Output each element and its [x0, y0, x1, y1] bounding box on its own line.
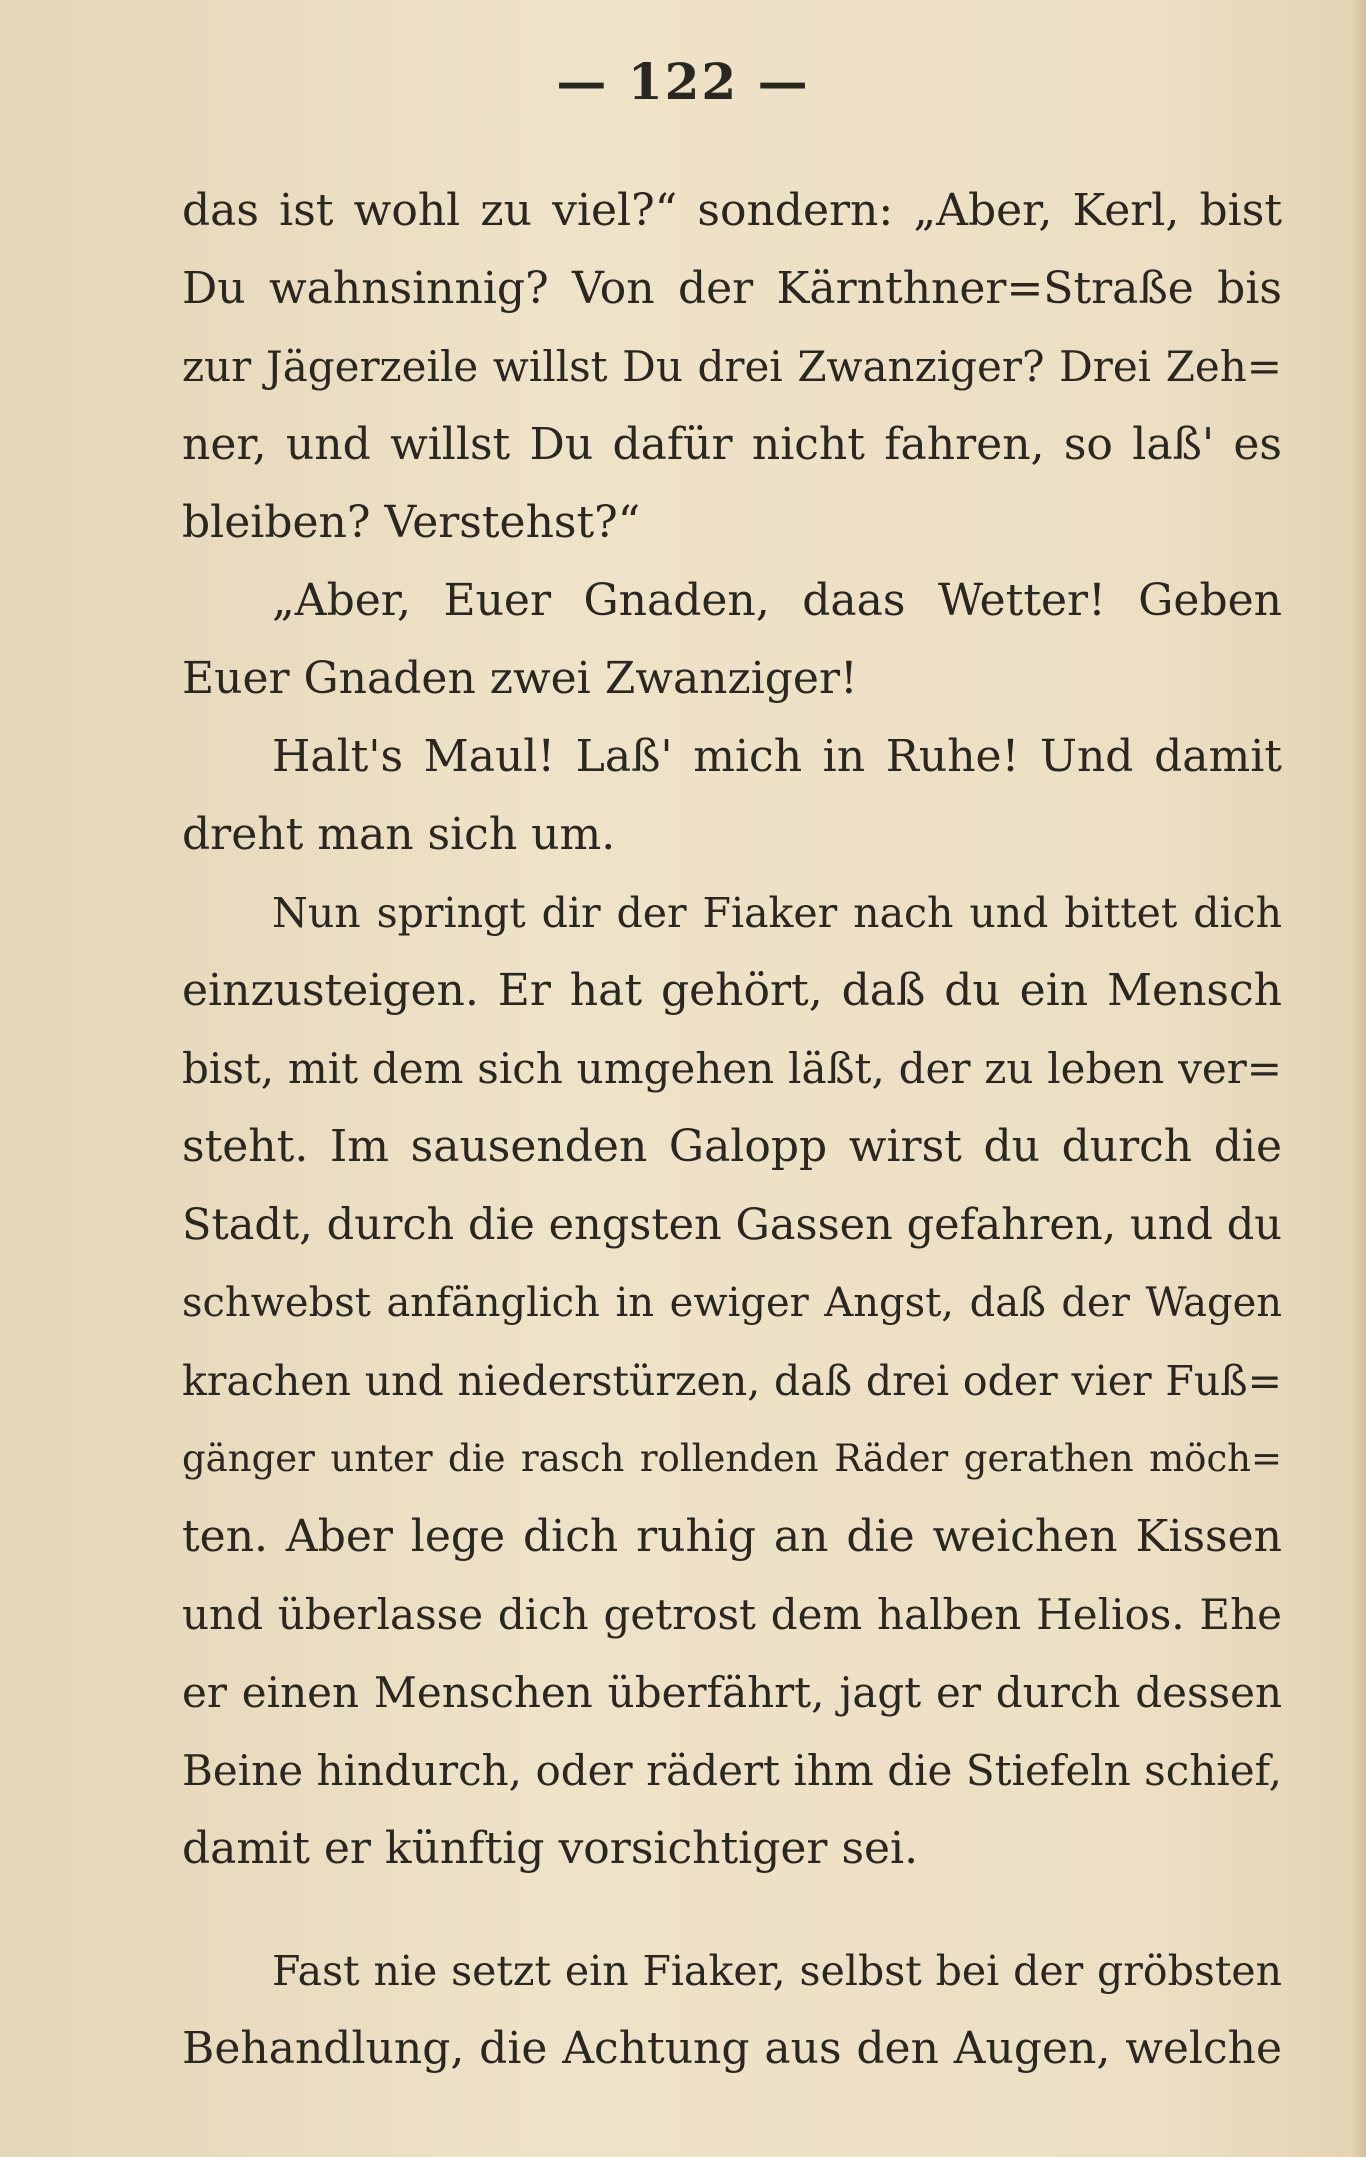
text-line: zur Jägerzeile willst Du drei Zwanziger? Drei Zeh= — [182, 342, 1282, 391]
text-line: das ist wohl zu viel?“ sondern: „Aber, Kerl, bist — [182, 185, 1282, 236]
text-line: Beine hindurch, oder rädert ihm die Stiefeln schief, — [182, 1746, 1282, 1795]
text-line: Nun springt dir der Fiaker nach und bittet dich — [272, 889, 1282, 937]
text-line: Fast nie setzt ein Fiaker, selbst bei der gröbsten — [272, 1947, 1282, 1995]
text-line: ner, und willst Du dafür nicht fahren, so laß' es — [182, 419, 1282, 470]
text-line: ten. Aber lege dich ruhig an die weichen Kissen — [182, 1511, 1282, 1562]
text-line: bleiben? Verstehst?“ — [182, 497, 641, 548]
text-line: er einen Menschen überfährt, jagt er durch dessen — [182, 1668, 1282, 1717]
text-line: krachen und niederstürzen, daß drei oder vier Fuß= — [182, 1357, 1282, 1405]
text-line: steht. Im sausenden Galopp wirst du durch die — [182, 1121, 1282, 1172]
text-line: Behandlung, die Achtung aus den Augen, welche — [182, 2023, 1282, 2074]
text-line: und überlasse dich getrost dem halben Helios. Ehe — [182, 1590, 1282, 1639]
text-line: Halt's Maul! Laß' mich in Ruhe! Und damit — [272, 731, 1282, 782]
text-line: Stadt, durch die engsten Gassen gefahren, und du — [182, 1200, 1282, 1250]
text-line: Euer Gnaden zwei Zwanziger! — [182, 653, 858, 704]
page-number: — 122 — — [556, 52, 810, 111]
text-line: bist, mit dem sich umgehen läßt, der zu leben ver= — [182, 1044, 1282, 1093]
text-line: „Aber, Euer Gnaden, daas Wetter! Geben — [272, 575, 1282, 626]
text-line: einzusteigen. Er hat gehört, daß du ein Mensch — [182, 965, 1282, 1016]
page-edge-shadow — [1352, 0, 1366, 2157]
text-line: schwebst anfänglich in ewiger Angst, daß der Wagen — [182, 1280, 1282, 1326]
text-line: dreht man sich um. — [182, 809, 616, 860]
text-line: damit er künftig vorsichtiger sei. — [182, 1823, 919, 1874]
text-line: Du wahnsinnig? Von der Kärnthner=Straße bis — [182, 263, 1282, 314]
text-line: gänger unter die rasch rollenden Räder gerathen möch= — [182, 1437, 1282, 1480]
